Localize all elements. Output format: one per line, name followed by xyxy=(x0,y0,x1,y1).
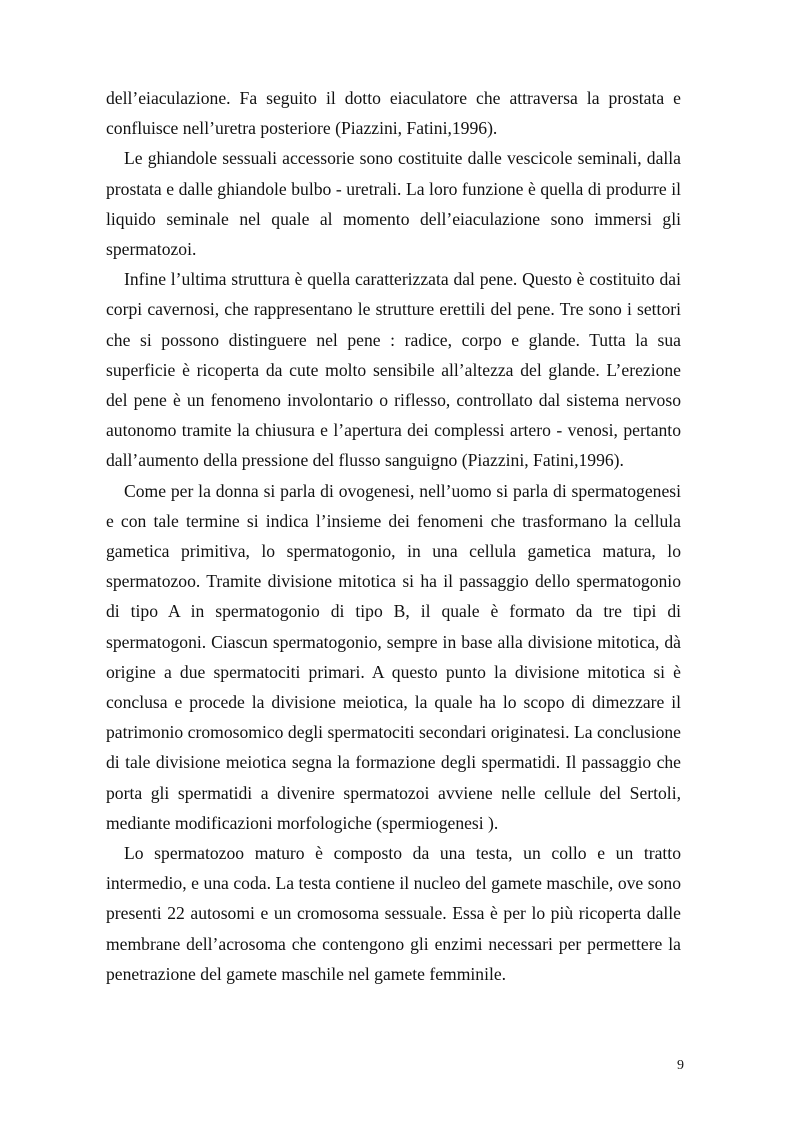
paragraph-spermatogenesis: Come per la donna si parla di ovogenesi, nell’uomo si parla di spermatogenesi e con tale termine si indica l’insieme dei fenomeni che trasformano la cellula gametica primitiva, lo spermatogonio, in una cellula gametica matura, lo spermatozoo. Tramite divisione mitotica si ha il passaggio dello spermatogonio di tipo A in spermatogonio di tipo B, il quale è formato da tre tipi di spermatogoni. Ciascun spermatogonio, sempre in base alla divisione mitotica, dà origine a due spermatociti primari. A questo punto la divisione mitotica si è conclusa e procede la divisione meiotica, la quale ha lo scopo di dimezzare il patrimonio cromosomico degli spermatociti secondari originatesi. La conclusione di tale divisione meiotica segna la formazione degli spermatidi. Il passaggio che porta gli spermatidi a divenire spermatozoi avviene nelle cellule del Sertoli, mediante modificazioni morfologiche (spermiogenesi ). xyxy=(106,480,681,833)
page-number: 9 xyxy=(677,1058,684,1073)
paragraph-mature-spermatozoon: Lo spermatozoo maturo è composto da una testa, un collo e un tratto intermedio, e una coda. La testa contiene il nucleo del gamete maschile, ove sono presenti 22 autosomi e un cromosoma sessuale. Essa è per lo più ricoperta dalle membrane dell’acrosoma che contengono gli enzimi necessari per permettere la penetrazione del gamete maschile nel gamete femminile. xyxy=(106,843,681,984)
paragraph-accessory-glands: Le ghiandole sessuali accessorie sono costituite dalle vescicole seminali, dalla prostata e dalle ghiandole bulbo - uretrali. La loro funzione è quella di produrre il liquido seminale nel quale al momento dell’eiaculazione sono immersi gli spermatozoi. xyxy=(106,148,681,260)
paragraph-ejaculatory-duct: dell’eiaculazione. Fa seguito il dotto eiaculatore che attraversa la prostata e confluisce nell’uretra posteriore (Piazzini, Fatini,1996). xyxy=(106,88,681,139)
document-body xyxy=(106,83,681,989)
paragraph-penis-structure: Infine l’ultima struttura è quella caratterizzata dal pene. Questo è costituito dai corpi cavernosi, che rappresentano le strutture erettili del pene. Tre sono i settori che si possono distinguere nel pene : radice, corpo e glande. Tutta la sua superficie è ricoperta da cute molto sensibile all’altezza del glande. L’erezione del pene è un fenomeno involontario o riflesso, controllato dal sistema nervoso autonomo tramite la chiusura e l’apertura dei complessi artero - venosi, pertanto dall’aumento della pressione del flusso sanguigno (Piazzini, Fatini,1996). xyxy=(106,269,681,471)
